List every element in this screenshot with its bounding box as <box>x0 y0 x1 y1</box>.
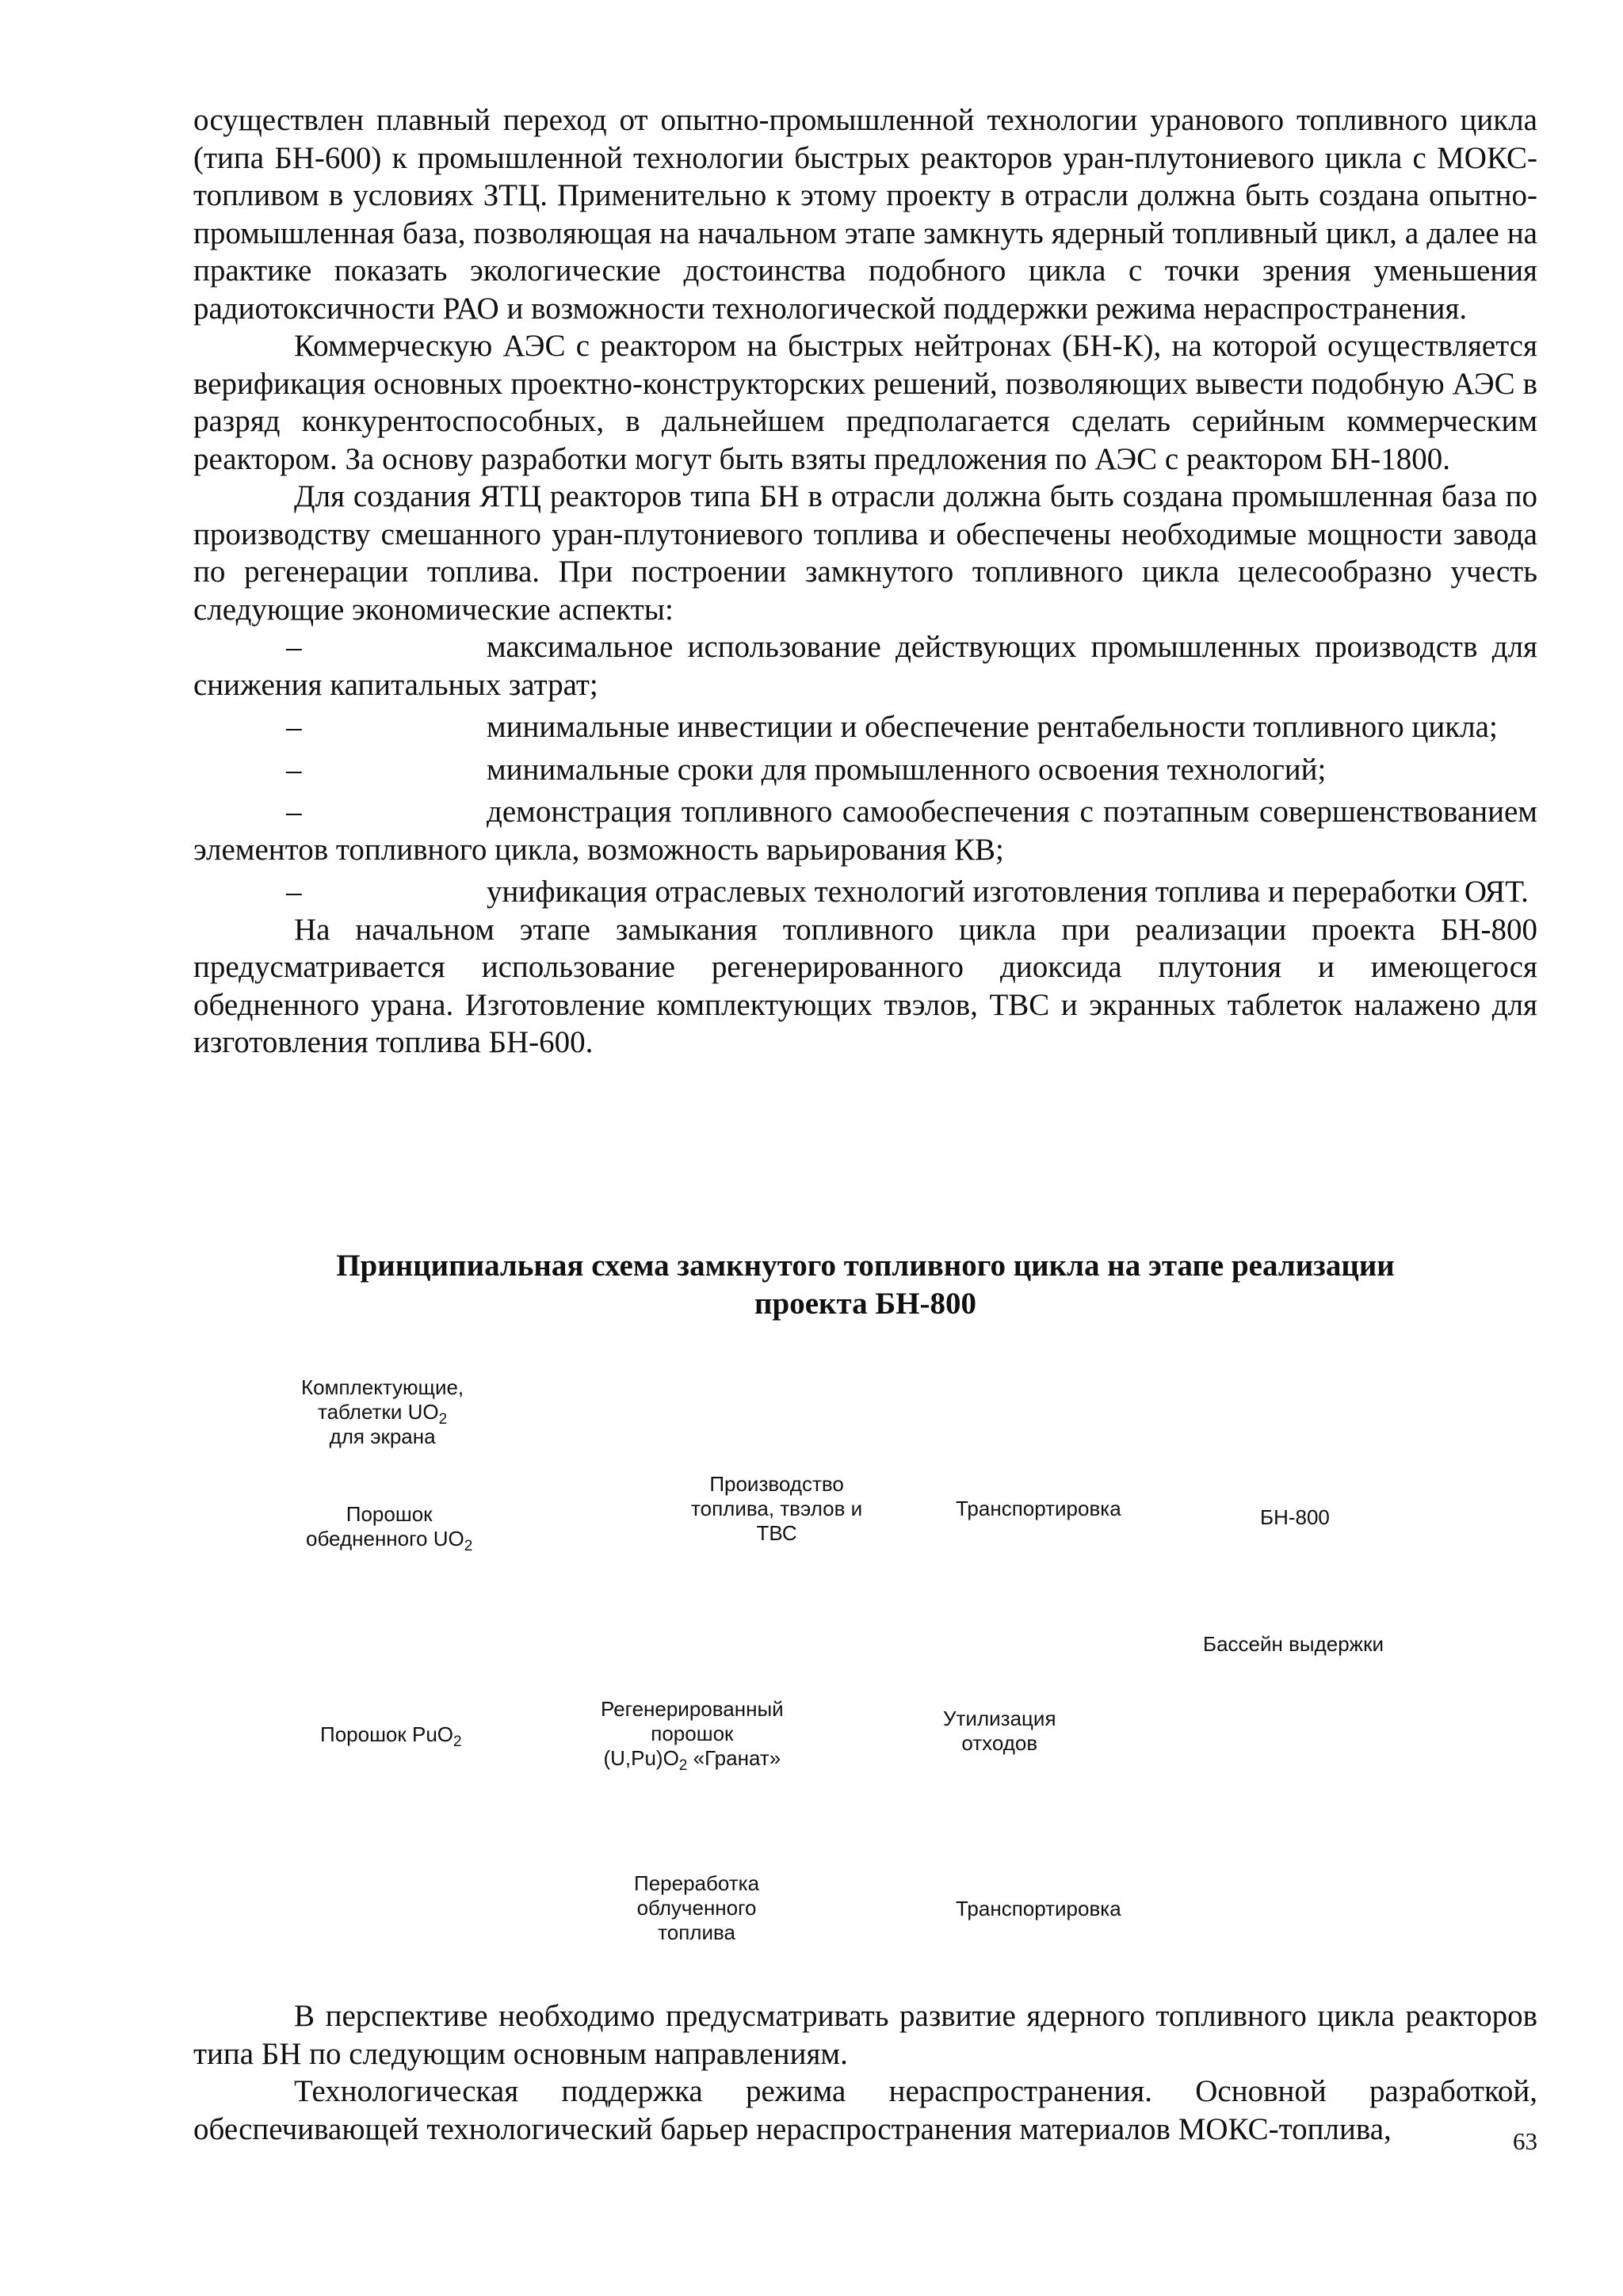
node-storage-pool: Бассейн выдержки <box>1203 1632 1384 1656</box>
list-item <box>193 628 1537 704</box>
node-waste-disposal: Утилизация отходов <box>943 1707 1056 1755</box>
diagram-title-line-2: проекта БН-800 <box>754 1287 976 1321</box>
list-item <box>193 708 1537 746</box>
paragraph-1: осуществлен плавный переход от опытно-промышленной технологии уранового топливного цикла (типа БН-600) к промышленной технологии быстрых реакторов уран-плутониевого цикла с МОКС-топливом в условиях ЗТЦ. Применительно к этому проекту в отрасли должна быть создана опытно-промышленная база, позволяющая на начальном этапе замкнуть ядерный топливный цикл, а далее на практике показать экологические достоинства подобного цикла с точки зрения уменьшения радиотоксичности РАО и возможности технологической поддержки режима нераспространения. <box>193 103 1537 326</box>
list-item <box>193 873 1537 911</box>
node-depleted-uo2: Порошок обедненного $UO_2$ <box>306 1502 473 1554</box>
list-dash: – <box>286 752 302 787</box>
list-item <box>193 793 1537 868</box>
node-transport-bottom: Транспортировка <box>956 1897 1121 1920</box>
list-dash: – <box>286 795 302 829</box>
body-text-bottom <box>193 1997 1537 2148</box>
node-puo2-powder: Порошок PuO$_2$ <box>320 1722 462 1750</box>
list-item-text: минимальные сроки для промышленного освоения технологий; <box>487 752 1327 787</box>
page-number: 63 <box>1513 2127 1537 2155</box>
list-dash: – <box>286 875 302 909</box>
node-transport-top: Транспортировка <box>956 1497 1121 1520</box>
list-dash: – <box>286 710 302 744</box>
paragraph-6: Технологическая поддержка режима нераспространения. Основной разработкой, обеспечивающей технологический барьер нераспространения материалов МОКС-топлива, <box>193 2074 1537 2146</box>
diagram-title-line-1: Принципиальная схема замкнутого топливного цикла на этапе реализации <box>336 1249 1395 1283</box>
node-components-uo2: Комплектующие, таблетки $UO_2$ для экрана <box>301 1375 464 1448</box>
list-item-text: унификация отраслевых технологий изготовления топлива и переработки ОЯТ. <box>487 875 1529 909</box>
node-reactor-bn800: БН-800 <box>1260 1505 1330 1529</box>
paragraph-2: Коммерческую АЭС с реактором на быстрых нейтронах (БН-К), на которой осуществляется верификация основных проектно-конструкторских решений, позволяющих вывести подобную АЭС в разряд конкурентоспособных, в дальнейшем предполагается сделать серийным коммерческим реактором. За основу разработки могут быть взяты предложения по АЭС с реактором БН-1800. <box>193 329 1537 476</box>
list-dash: – <box>286 630 302 664</box>
body-text-top <box>193 101 1537 1062</box>
list-item-text: минимальные инвестиции и обеспечение рентабельности топливного цикла; <box>487 710 1498 744</box>
diagram-title <box>193 1247 1537 1323</box>
paragraph-3: Для создания ЯТЦ реакторов типа БН в отрасли должна быть создана промышленная база по производству смешанного уран-плутониевого топлива и обеспечены необходимые мощности завода по регенерации топлива. При построении замкнутого топливного цикла целесообразно учесть следующие экономические аспекты: <box>193 479 1537 627</box>
list-item <box>193 751 1537 789</box>
list-item-text: максимальное использование действующих промышленных производств для снижения капитальных затрат; <box>193 630 1537 702</box>
list-item-text: демонстрация топливного самообеспечения с поэтапным совершенствованием элементов топливного цикла, возможность варьирования КВ; <box>193 795 1537 867</box>
paragraph-5: В перспективе необходимо предусматривать развитие ядерного топливного цикла реакторов типа БН по следующим основным направлениям. <box>193 1999 1537 2071</box>
paragraph-4: На начальном этапе замыкания топливного цикла при реализации проекта БН-800 предусматривается использование регенерированного диоксида плутония и имеющегося обедненного урана. Изготовление комплектующих твэлов, ТВС и экранных таблеток налажено для изготовления топлива БН-600. <box>193 912 1537 1059</box>
node-fuel-production: Производство топлива, твэлов и ТВС <box>691 1472 863 1545</box>
node-regenerated-powder: Регенерированный порошок $(U,Pu)O_2$ «Гранат» <box>601 1697 784 1774</box>
node-fuel-reprocessing: Переработка облученного топлива <box>634 1871 760 1944</box>
